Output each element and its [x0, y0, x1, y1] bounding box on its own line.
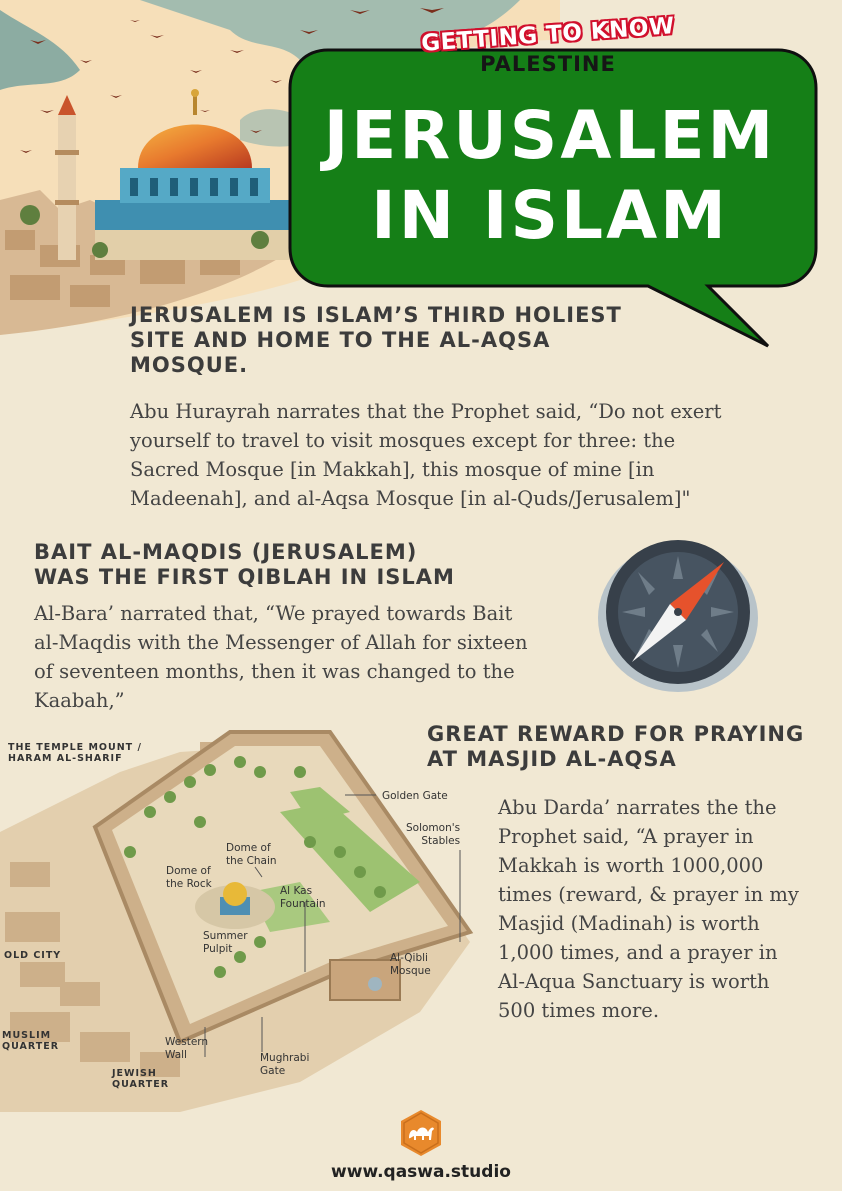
- section-2-body-line: of seventeen months, then it was changed to the: [34, 660, 515, 683]
- section-3-body-line: 500 times more.: [498, 999, 660, 1022]
- main-title-line-1: JERUSALEM: [323, 97, 777, 174]
- section-3-body-line: times (reward, & prayer in my: [498, 883, 799, 906]
- mughrabi-gate-label: Mughrabi Gate: [260, 1052, 310, 1077]
- section-1-heading-line: SITE AND HOME TO THE AL-AQSA: [130, 328, 551, 353]
- solomons-stables-label: Solomon's Stables: [406, 822, 461, 847]
- section-1-body-line: yourself to travel to visit mosques except for three: the: [130, 429, 676, 452]
- section-3-heading: [427, 722, 827, 772]
- camel-logo-icon: [396, 1108, 446, 1158]
- section-1-heading-line: JERUSALEM IS ISLAM’S THIRD HOLIEST: [130, 303, 622, 327]
- main-title-line-2: IN ISLAM: [371, 177, 729, 254]
- section-1-body-line: Madeenah], and al-Aqsa Mosque [in al-Quds/Jerusalem]": [130, 487, 691, 510]
- dome-of-the-chain-label: Dome of the Chain: [226, 842, 277, 867]
- section-1-heading-line: MOSQUE.: [130, 353, 249, 378]
- temple-mount-map-art: [0, 712, 492, 1122]
- section-2-body-line: Kaabah,”: [34, 689, 125, 712]
- section-1-body: [130, 397, 770, 513]
- section-3-body-line: Masjid (Madinah) is worth: [498, 912, 760, 935]
- section-2-body-line: Al-Bara’ narrated that, “We prayed towards Bait: [34, 602, 513, 625]
- map-title-label: THE TEMPLE MOUNT / HARAM AL-SHARIF: [8, 742, 142, 765]
- section-3-body-line: Al-Aqua Sanctuary is worth: [498, 970, 770, 993]
- section-3-body-line: 1,000 times, and a prayer in: [498, 941, 778, 964]
- main-title: [300, 96, 800, 256]
- al-qibli-mosque-label: Al-Qibli Mosque: [390, 952, 431, 977]
- jewish-quarter-label: JEWISH QUARTER: [112, 1068, 170, 1091]
- section-3-heading-line: AT MASJID AL-AQSA: [427, 747, 677, 772]
- section-1-body-line: Sacred Mosque [in Makkah], this mosque of mine [in: [130, 458, 655, 481]
- section-3-body-line: Prophet said, “A prayer in: [498, 825, 754, 848]
- badge-line-2: PALESTINE: [480, 52, 616, 76]
- golden-gate-label: Golden Gate: [382, 790, 448, 802]
- series-badge: [408, 13, 688, 84]
- compass-icon: [594, 534, 762, 694]
- section-2-body-line: al-Maqdis with the Messenger of Allah for sixteen: [34, 631, 528, 654]
- section-2-heading-line: BAIT AL-MAQDIS (JERUSALEM): [34, 540, 418, 564]
- section-2-heading-line: WAS THE FIRST QIBLAH IN ISLAM: [34, 565, 455, 590]
- section-1-body-line: Abu Hurayrah narrates that the Prophet said, “Do not exert: [130, 400, 722, 423]
- al-kas-fountain-label: Al Kas Fountain: [280, 885, 326, 910]
- western-wall-label: Western Wall: [165, 1036, 209, 1061]
- temple-mount-map: [0, 712, 492, 1122]
- summer-pulpit-label: Summer Pulpit: [203, 930, 248, 955]
- website-link[interactable]: www.qaswa.studio: [331, 1162, 511, 1182]
- old-city-label: OLD CITY: [4, 950, 62, 961]
- section-3-body: [498, 793, 828, 1025]
- muslim-quarter-label: MUSLIM QUARTER: [2, 1030, 60, 1053]
- badge-line-1: GETTING TO KNOW: [420, 13, 676, 57]
- dome-of-the-rock-label: Dome of the Rock: [166, 865, 212, 890]
- section-3-body-line: Makkah is worth 1000,000: [498, 854, 764, 877]
- section-1-heading: [130, 303, 670, 379]
- section-2-heading: [34, 540, 554, 590]
- section-2-body: [34, 599, 574, 715]
- section-3-body-line: Abu Darda’ narrates the the: [498, 796, 777, 819]
- section-3-heading-line: GREAT REWARD FOR PRAYING: [427, 722, 805, 746]
